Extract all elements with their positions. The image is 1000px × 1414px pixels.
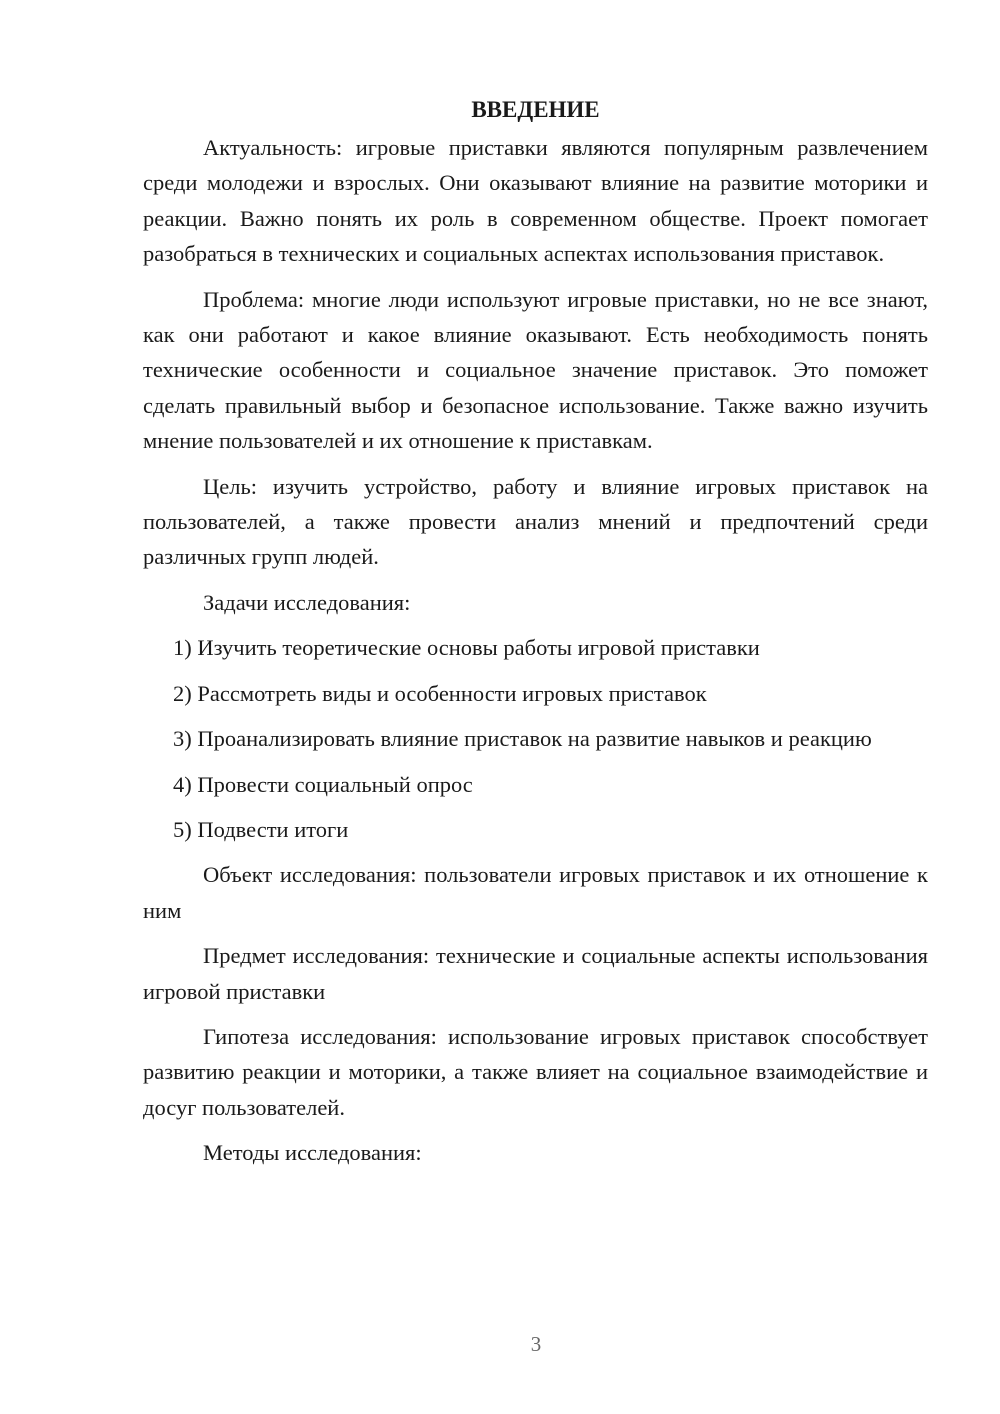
tasks-title: Задачи исследования: bbox=[203, 589, 411, 615]
task-list-item: 1) Изучить теоретические основы работы игровой приставки bbox=[173, 635, 760, 661]
task-list-item: 2) Рассмотреть виды и особенности игровых приставок bbox=[173, 680, 707, 706]
task-list-item: 5) Подвести итоги bbox=[173, 816, 349, 842]
relevance-paragraph: Актуальность: игровые приставки являются популярным развлечением среди молодежи и взрослых. Они оказывают влияние на развитие моторики и реакции. Важно понять их роль в современном обществе. Проект помогает разобраться в технических и социальных аспектах использования приставок. bbox=[143, 135, 928, 267]
goal-paragraph: Цель: изучить устройство, работу и влияние игровых приставок на пользователей, а также провести анализ мнений и предпочтений среди различных групп людей. bbox=[143, 473, 928, 570]
document-page bbox=[143, 92, 928, 1171]
problem-paragraph: Проблема: многие люди используют игровые приставки, но не все знают, как они работают и какое влияние оказывают. Есть необходимость понять технические особенности и социальное значение приставок. Это поможет сделать правильный выбор и безопасное использование. Также важно изучить мнение пользователей и их отношение к приставкам. bbox=[143, 286, 928, 454]
task-list-item: 3) Проанализировать влияние приставок на развитие навыков и реакцию bbox=[173, 726, 872, 752]
hypothesis-paragraph: Гипотеза исследования: использование игровых приставок способствует развитию реакции и моторики, а также влияет на социальное взаимодействие и досуг пользователей. bbox=[143, 1023, 928, 1120]
page-title: ВВЕДЕНИЕ bbox=[471, 97, 600, 122]
page-number: 3 bbox=[530, 1332, 542, 1356]
subject-paragraph: Предмет исследования: технические и социальные аспекты использования игровой приставки bbox=[143, 943, 928, 1004]
methods-title: Методы исследования: bbox=[203, 1140, 422, 1166]
object-paragraph: Объект исследования: пользователи игровых приставок и их отношение к ним bbox=[143, 862, 928, 923]
task-list-item: 4) Провести социальный опрос bbox=[173, 771, 473, 797]
